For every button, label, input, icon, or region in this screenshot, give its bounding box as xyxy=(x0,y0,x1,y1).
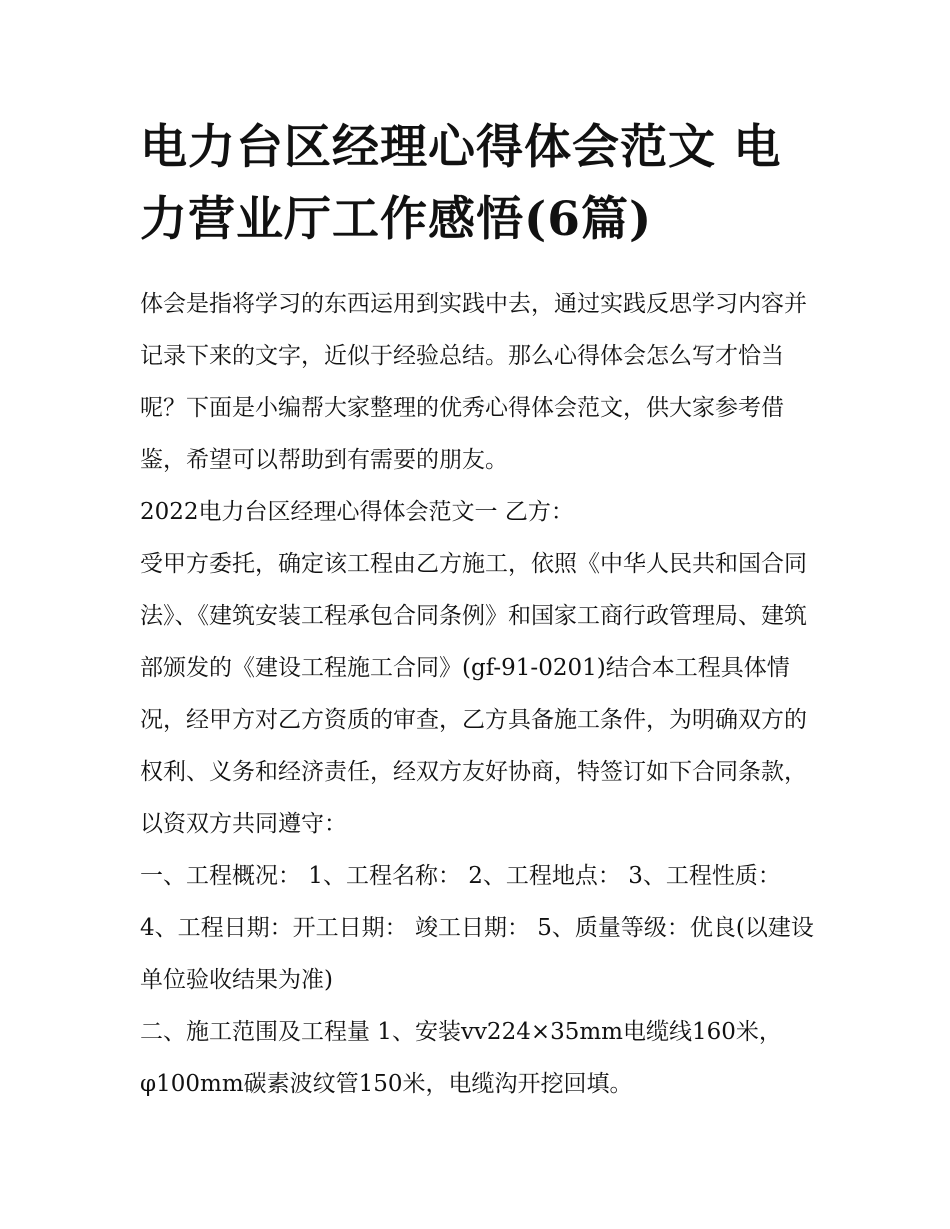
paragraph-contract-preamble: 受甲方委托，确定该工程由乙方施工，依照《中华人民共和国合同法》、《建筑安装工程承包合同条例》和国家工商行政管理局、建筑部颁发的《建设工程施工合同》(gf-91-0201)结合本工程具体情况，经甲方对乙方资质的审查，乙方具备施工条件，为明确双方的权利、义务和经济责任，经双方友好协商，特签订如下合同条款，以资双方共同遵守： xyxy=(140,551,807,837)
paragraph-scope-of-work: 二、施工范围及工程量 1、安装vv224×35mm电缆线160米，φ100mm碳素波纹管150米，电缆沟开挖回填。 xyxy=(140,1019,782,1097)
paragraph-intro: 体会是指将学习的东西运用到实践中去，通过实践反思学习内容并记录下来的文字，近似于经验总结。那么心得体会怎么写才恰当呢？下面是小编帮大家整理的优秀心得体会范文，供大家参考借鉴，希望可以帮助到有需要的朋友。 xyxy=(140,291,807,473)
paragraph-section-heading: 2022电力台区经理心得体会范文一 乙方： xyxy=(140,499,574,525)
document-title: 电力台区经理心得体会范文 电力营业厅工作感悟(6篇) xyxy=(140,120,782,247)
document-page xyxy=(140,112,820,1110)
document-body xyxy=(140,278,820,1110)
paragraph-project-overview: 一、工程概况： 1、工程名称： 2、工程地点： 3、工程性质： 4、工程日期：开工日期： 竣工日期： 5、质量等级：优良(以建设单位验收结果为准) xyxy=(140,863,814,993)
